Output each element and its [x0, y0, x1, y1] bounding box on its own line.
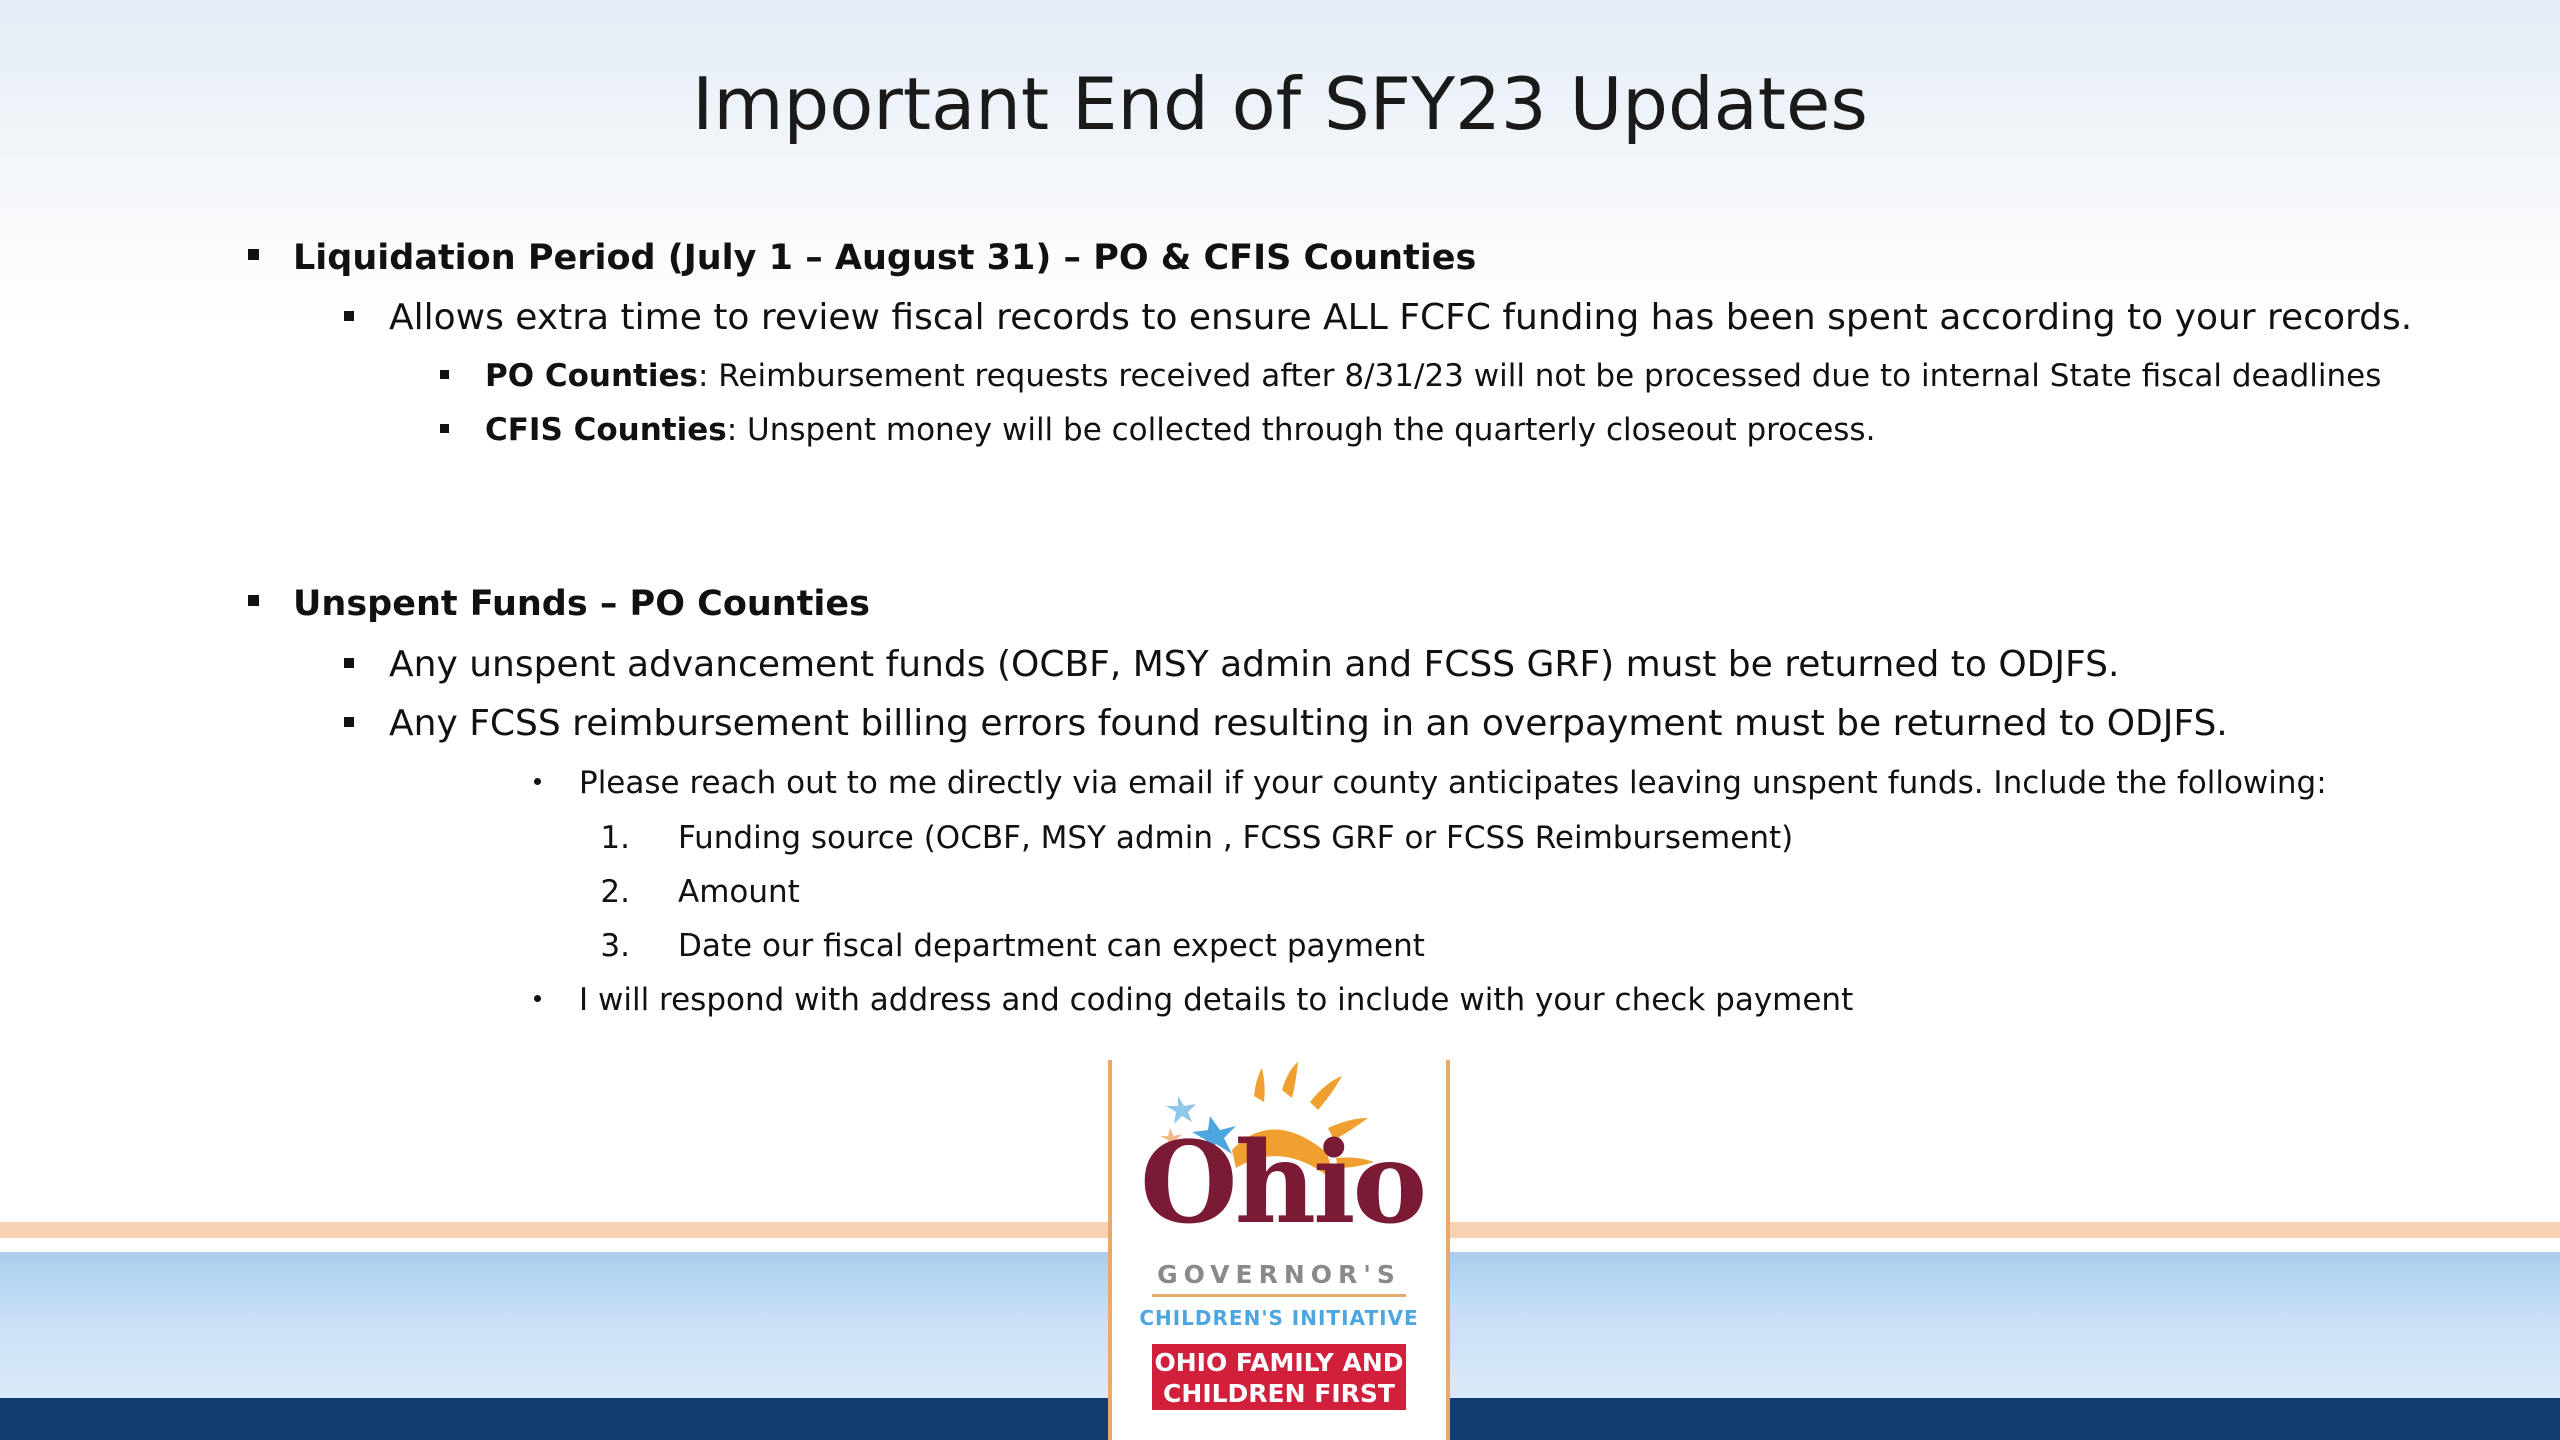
square-bullet-icon: [344, 658, 354, 668]
heading-liquidation-period: Liquidation Period (July 1 – August 31) – PO & CFIS Counties: [293, 238, 1477, 278]
square-bullet-icon: [248, 595, 259, 606]
ohio-fcfc-logo: [1108, 1060, 1450, 1440]
logo-governors: GOVERNOR'S: [1157, 1260, 1401, 1289]
text-cfis-counties: [485, 412, 1875, 448]
list-number: 2.: [600, 874, 630, 910]
text-respond: I will respond with address and coding details to include with your check payment: [579, 982, 1854, 1018]
round-bullet-icon: [534, 778, 541, 785]
text-extra-time: Allows extra time to review fiscal records to ensure ALL FCFC funding has been spent according to your records.: [389, 297, 2413, 338]
logo-ofcf-box: [1152, 1344, 1406, 1410]
bullet-reach-out: [534, 765, 2327, 801]
label-cfis-counties: CFIS Counties: [485, 412, 727, 448]
list-text: Funding source (OCBF, MSY admin , FCSS GRF or FCSS Reimbursement): [678, 820, 1794, 856]
logo-divider: [1152, 1294, 1406, 1297]
square-bullet-icon: [344, 717, 354, 727]
bullet-extra-time: [344, 297, 2412, 338]
square-bullet-icon: [440, 424, 449, 433]
text-billing-errors: Any FCSS reimbursement billing errors found resulting in an overpayment must be returned to ODJFS.: [389, 703, 2228, 744]
logo-childrens-initiative: CHILDREN'S INITIATIVE: [1139, 1306, 1419, 1330]
list-number: 3.: [600, 928, 630, 964]
square-bullet-icon: [248, 249, 259, 260]
text-po-counties: [485, 358, 2381, 394]
logo-ofcf-line2: CHILDREN FIRST: [1163, 1379, 1395, 1408]
text-reach-out: Please reach out to me directly via email if your county anticipates leaving unspent funds. Include the following:: [579, 765, 2327, 801]
bullet-unspent-funds: [248, 584, 870, 624]
logo-ofcf-line1: OHIO FAMILY AND: [1154, 1348, 1404, 1377]
round-bullet-icon: [534, 995, 541, 1002]
bullet-unspent-advancement: [344, 644, 2119, 685]
list-number: 1.: [600, 820, 630, 856]
text-unspent-advancement: Any unspent advancement funds (OCBF, MSY admin and FCSS GRF) must be returned to ODJFS.: [389, 644, 2120, 685]
square-bullet-icon: [440, 370, 449, 379]
slide-title: Important End of SFY23 Updates: [692, 62, 1868, 146]
square-bullet-icon: [344, 311, 354, 321]
bullet-cfis-counties: [440, 412, 1875, 448]
detail-po-counties: : Reimbursement requests received after 8/31/23 will not be processed due to internal State fiscal deadlines: [697, 358, 2382, 394]
list-item-amount: [558, 874, 800, 910]
bullet-respond: [534, 982, 1853, 1018]
bullet-po-counties: [440, 358, 2381, 394]
bullet-billing-errors: [344, 703, 2228, 744]
list-text: Date our fiscal department can expect payment: [678, 928, 1425, 964]
label-po-counties: PO Counties: [485, 358, 698, 394]
logo-ohio-wordmark: Ohio: [1140, 1118, 1425, 1249]
heading-unspent-funds: Unspent Funds – PO Counties: [293, 584, 871, 624]
list-text: Amount: [678, 874, 800, 910]
detail-cfis-counties: : Unspent money will be collected through the quarterly closeout process.: [726, 412, 1876, 448]
list-item-payment-date: [558, 928, 1425, 964]
bullet-liquidation-period: [248, 238, 1476, 278]
list-item-funding-source: [558, 820, 1793, 856]
